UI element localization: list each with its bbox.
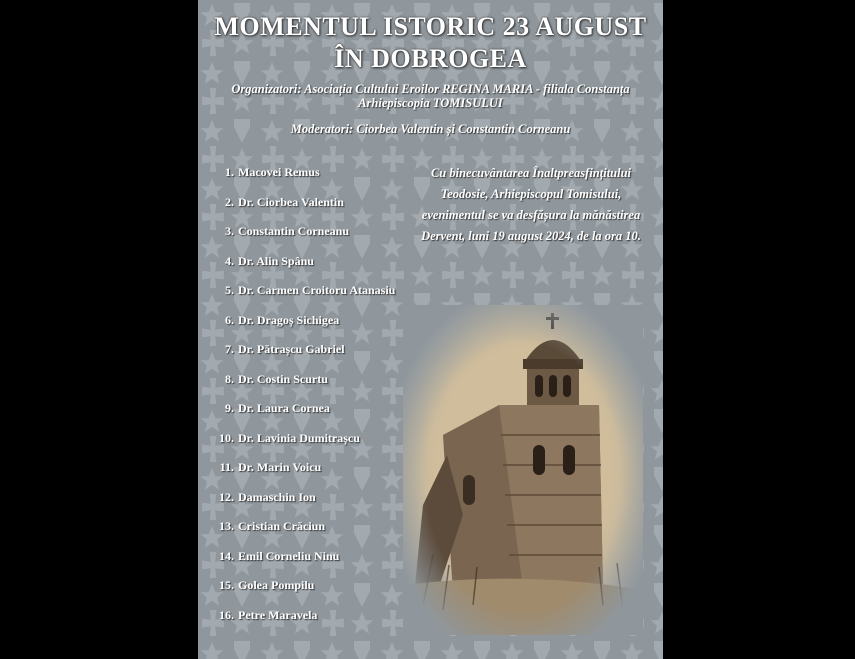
speaker-number: 7. (225, 342, 234, 357)
speaker-item (216, 542, 416, 572)
blessing-line: evenimentul se va desfășura la mănăstirea (421, 208, 641, 222)
speaker-name: Dr. Carmen Croitoru Atanasiu (238, 283, 396, 298)
speaker-number: 9. (225, 401, 234, 416)
speaker-number: 12. (219, 489, 234, 504)
speaker-name: Petre Maravela (238, 607, 318, 622)
organizers-line2: Arhiepiscopia TOMISULUI (358, 96, 503, 110)
speaker-number: 1. (225, 165, 234, 180)
speaker-item (216, 335, 416, 365)
speaker-name: Dr. Lavinia Dumitrașcu (238, 430, 360, 445)
speaker-list (216, 158, 416, 630)
speaker-number: 10. (219, 430, 234, 445)
speaker-number: 15. (219, 578, 234, 593)
speaker-name: Dr. Ciorbea Valentin (238, 194, 344, 209)
blessing-text (403, 163, 659, 247)
speaker-name: Dr. Pătrașcu Gabriel (238, 342, 345, 357)
organizers-line1: Organizatori: Asociația Cultului Eroilor REGINA MARIA - filiala Constanța (231, 82, 630, 96)
speaker-item (216, 158, 416, 188)
speaker-name: Golea Pompilu (238, 578, 315, 593)
speaker-item (216, 188, 416, 218)
speaker-name: Cristian Crăciun (238, 519, 325, 534)
speaker-name: Macovei Remus (238, 165, 320, 180)
speaker-number: 2. (225, 194, 234, 209)
speaker-item (216, 483, 416, 513)
speaker-number: 3. (225, 224, 234, 239)
speaker-item (216, 306, 416, 336)
speaker-name: Dr. Laura Cornea (238, 401, 330, 416)
speaker-name: Damaschin Ion (238, 489, 316, 504)
blessing-line: Teodosie, Arhiepiscopul Tomisului, (440, 187, 622, 201)
speaker-number: 5. (225, 283, 234, 298)
blessing-line: Dervent, luni 19 august 2024, de la ora 10. (421, 229, 641, 243)
speaker-item (216, 453, 416, 483)
speaker-number: 8. (225, 371, 234, 386)
speaker-number: 4. (225, 253, 234, 268)
speaker-name: Constantin Corneanu (238, 224, 350, 239)
speaker-item (216, 365, 416, 395)
speaker-number: 11. (219, 460, 234, 475)
speaker-number: 14. (219, 548, 234, 563)
speaker-item (216, 601, 416, 631)
speaker-name: Dr. Marin Voicu (238, 460, 322, 475)
blessing-line: Cu binecuvântarea Înaltpreasfințitului (430, 166, 632, 180)
church-illustration (403, 305, 643, 635)
church-photo (403, 305, 643, 635)
speaker-name: Dr. Costin Scurtu (238, 371, 328, 386)
speaker-number: 13. (219, 519, 234, 534)
poster-title-line2: ÎN DOBROGEA (334, 44, 527, 73)
speaker-name: Dr. Dragoș Sichigea (238, 312, 340, 327)
speaker-item (216, 571, 416, 601)
speaker-item (216, 217, 416, 247)
speaker-number: 6. (225, 312, 234, 327)
event-poster (198, 0, 663, 659)
poster-title-line1: MOMENTUL ISTORIC 23 AUGUST (214, 12, 647, 41)
speaker-item (216, 276, 416, 306)
speaker-item (216, 424, 416, 454)
speaker-item (216, 394, 416, 424)
moderators: Moderatori: Ciorbea Valentin și Constantin Corneanu (290, 122, 571, 136)
speaker-name: Emil Corneliu Ninu (238, 548, 340, 563)
speaker-number: 16. (219, 607, 234, 622)
speaker-name: Dr. Alin Spânu (238, 253, 314, 268)
speaker-item (216, 247, 416, 277)
speaker-item (216, 512, 416, 542)
